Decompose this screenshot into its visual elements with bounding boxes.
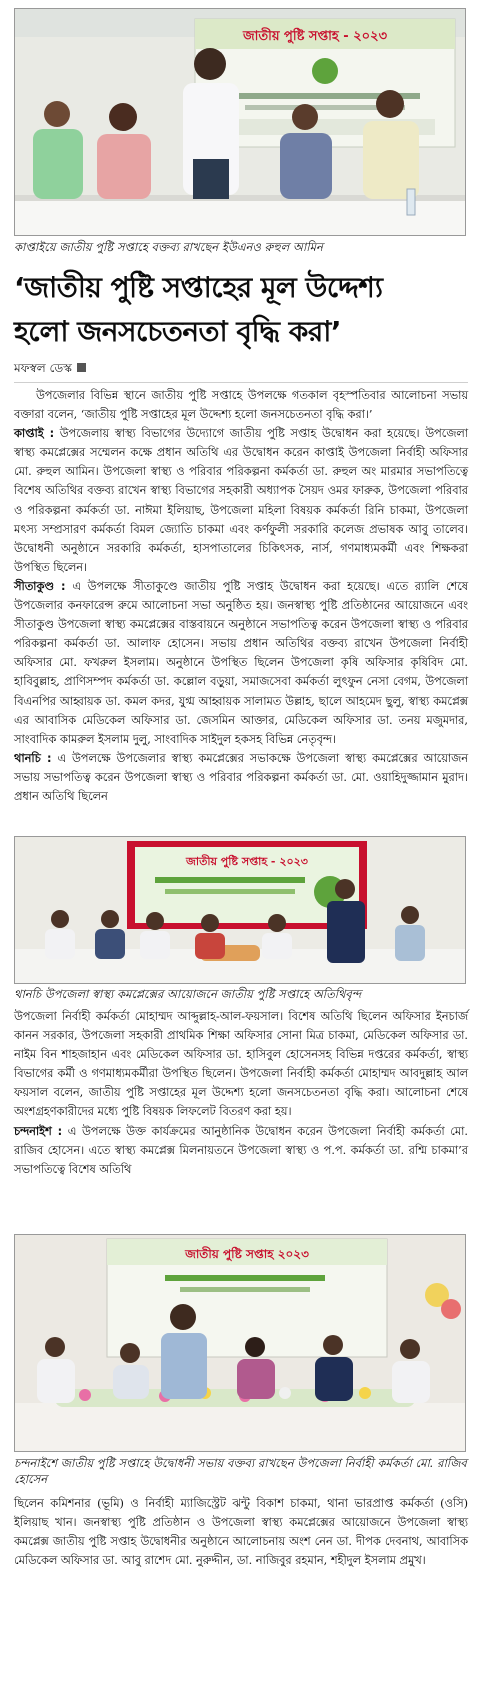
sitakunda-paragraph [14,577,468,749]
chandanaish-text: এ উপলক্ষে উক্ত কার্যক্রমের আনুষ্ঠানিক উদ্বোধন করেন উপজেলা নির্বাহী কর্মকর্তা মো. রাজিব হোসেন। এতে স্বাস্থ্য কমপ্লেক্স মিলনায়তনে উপজেলা স্বাস্থ্য ও প.প. কর্মকর্তা ডা. রশ্মি চাকমা’র সভাপতিত্বে বিশেষ অতিথি [14,1124,468,1176]
photo-kaptai-image [15,9,466,236]
sitakunda-label: সীতাকুণ্ড : [14,579,66,593]
desk-name: মফস্বল ডেস্ক [14,361,72,375]
article-body-part-2 [14,1007,468,1229]
desk-square-icon [77,363,86,372]
photo-thanchi [14,836,466,984]
thanchi-continued: উপজেলা নির্বাহী কর্মকর্তা মোহাম্মদ আব্দুল্লাহ-আল-ফয়সাল। বিশেষ অতিথি ছিলেন অফিসার ইনচার্জ কানন সরকার, উপজেলা সহকারী প্রাথমিক শিক্ষা অফিসার সোনা মিত্র চাকমা, মেডিকেল অফিসার ডা. নাইম বিন শাহজাহান এবং মেডিকেল অফিসার ডা. হাসিবুল হোসেনসহ বিভিন্ন দপ্তরের কর্মকর্তা, স্বাস্থ্য বিভাগের কর্মী ও গণমাধ্যমকর্মীরা উপস্থিত ছিলেন। উপজেলা নির্বাহী কর্মকর্তা মোহাম্মদ আবদুল্লাহ আল ফয়সাল বলেন, জাতীয় পুষ্টি সপ্তাহের মূল উদ্দেশ্য হলো জনসচেতনতা বৃদ্ধি করা। আলোচনা শেষে অংশগ্রহণকারীদের মধ্যে পুষ্টি বিষয়ক লিফলেট বিতরণ করা হয়। [14,1010,468,1119]
thanchi-text: এ উপলক্ষে উপজেলার স্বাস্থ্য কমপ্লেক্সের সভাকক্ষে উপজেলা স্বাস্থ্য কমপ্লেক্সের আয়োজন সভায় সভাপতিত্ব করেন উপজেলা স্বাস্থ্য ও পরিবার পরিকল্পনা কর্মকর্তা ডা. মো. ওয়াহিদুজ্জামান মুরাদ। প্রধান অতিথি ছিলেন [14,751,468,803]
desk-label [14,360,86,380]
thanchi-paragraph [14,749,468,806]
kaptai-paragraph [14,424,468,577]
headline-line-1: ‘জাতীয় পুষ্টি সপ্তাহের মূল উদ্দেশ্য [14,271,383,304]
article-body-part-1 [14,386,468,831]
chandanaish-paragraph [14,1122,468,1179]
kaptai-text: উপজেলায় স্বাস্থ্য বিভাগের উদ্যোগে জাতীয় পুষ্টি সপ্তাহ উদ্বোধন করা হয়েছে। উপজেলা স্বাস্থ্য কমপ্লেক্সের সম্মেলন কক্ষে প্রধান অতিথি এর উদ্বোধন করেন কাপ্তাই উপজেলা নির্বাহী অফিসার মো. রুহুল আমিন। উপজেলা স্বাস্থ্য ও পরিবার পরিকল্পনা কর্মকর্তা ডা. রুহুল অং মারমার সভাপতিত্বে বিশেষ অতিথির বক্তব্য রাখেন স্বাস্থ্য বিভাগের সহকারী অধ্যাপক সৈয়দ ওমর ফারুক, উপজেলা পরিবার ও পরিকল্পনা কর্মকর্তা ডা. নাঈমা ইলিয়াছ, উপজেলা মহিলা বিষয়ক কর্মকর্তা রিনি চাকমা, উপজেলা মৎস্য সম্প্রসারণ কর্মকর্তা বিমল জ্যোতি চাকমা এবং কর্ণফুলী সরকারি কলেজ প্রভাষক আবু তালেব। উদ্বোধনী অনুষ্ঠানে সরকারি কর্মকর্তা, হাসপাতালের চিকিৎসক, নার্স, গণমাধ্যমকর্মী এবং শিক্ষকরা উপস্থিত ছিলেন। [14,427,468,574]
sitakunda-text: এ উপলক্ষে সীতাকুণ্ডে জাতীয় পুষ্টি সপ্তাহ উদ্বোধন করা হয়েছে। এতে র‌্যালি শেষে উপজেলার কনফারেন্স রুমে আলোচনা সভা অনুষ্ঠিত হয়। জনস্বাস্থ্য পুষ্টি প্রতিষ্ঠানের আয়োজনে এবং সীতাকুণ্ড উপজেলা স্বাস্থ্য কমপ্লেক্সের বাস্তবায়নে অনুষ্ঠানে সভাপতিত্ব করেন উপজেলা স্বাস্থ্য ও পরিবার পরিকল্পনা কর্মকর্তা ডা. আলাফ হোসেন। সভায় প্রধান অতিথির বক্তব্য রাখেন উপজেলা নির্বাহী অফিসার মো. ফখরুল ইসলাম। অনুষ্ঠানে উপস্থিত ছিলেন উপজেলা কৃষি অফিসার কৃষিবিদ মো. হাবিবুল্লাহ, প্রাণিসম্পদ কর্মকর্তা ডা. কল্লোল বড়ুয়া, সমাজসেবা কর্মকর্তা লুৎফুন নেসা বেগম, উপজেলা বিএনপির আহ্বায়ক ডা. কমল কদর, যুগ্ম আহ্বায়ক সালামত উল্লাহ, ছালে আহমেদ ছুলু, স্বাস্থ্য কমপ্লেক্স এর আবাসিক মেডিকেল অফিসার ডা. জেসমিন আক্তার, মেডিকেল অফিসার ডা. তনয় মজুমদার, সাংবাদিক কামরুল ইসলাম দুলু, সাংবাদিক সাইদুল হকসহ বিভিন্ন নেতৃবৃন্দ। [14,579,468,746]
photo-chandanaish-image [15,1235,466,1452]
intro-paragraph: উপজেলার বিভিন্ন স্থানে জাতীয় পুষ্টি সপ্তাহে উপলক্ষে গতকাল বৃহস্পতিবার আলোচনা সভায় বক্তারা বলেন, ‘জাতীয় পুষ্টি সপ্তাহের মূল উদ্দেশ্য হলো জনসচেতনতা বৃদ্ধি করা।’ [14,389,468,422]
chandanaish-label: চন্দনাইশ : [14,1124,63,1138]
photo-kaptai-banner-text: জাতীয় পুষ্টি সপ্তাহ - ২০২৩ [242,29,388,44]
thanchi-label: থানচি : [14,751,52,765]
article-body-part-3 [14,1494,468,1674]
chandanaish-continued: ছিলেন কমিশনার (ভূমি) ও নির্বাহী ম্যাজিস্ট্রেট ঝন্টু বিকাশ চাকমা, থানা ভারপ্রাপ্ত কর্মকর্তা (ওসি) ইলিয়াছ খান। জনস্বাস্থ্য পুষ্টি প্রতিষ্ঠান ও উপজেলা স্বাস্থ্য কমপ্লেক্সের আয়োজনে উপজেলা স্বাস্থ্য কমপ্লেক্স জাতীয় পুষ্টি সপ্তাহ উদ্বোধনীর অনুষ্ঠানে আলোচনায় অংশ নেন ডা. দীপক দেবনাথ, আবাসিক মেডিকেল অফিসার ডা. আবু রাশেদ মো. নুরুদ্দীন, ডা. নাজিবুর রহমান, শহীদুল ইসলাম প্রমুখ। [14,1497,468,1568]
photo-kaptai-caption: কাপ্তাইয়ে জাতীয় পুষ্টি সপ্তাহে বক্তব্য রাখছেন ইউএনও রুহুল আমিন [14,240,323,254]
photo-thanchi-caption: থানচি উপজেলা স্বাস্থ্য কমপ্লেক্সের আয়োজনে জাতীয় পুষ্টি সপ্তাহে অতিথিবৃন্দ [14,987,362,1001]
divider-top [14,382,468,383]
headline [14,266,468,354]
photo-chandanaish-caption: চন্দনাইশে জাতীয় পুষ্টি সপ্তাহে উদ্বোধনী সভায় বক্তব্য রাখছেন উপজেলা নির্বাহী কর্মকর্তা মো. রাজিব হোসেন [14,1456,467,1486]
photo-thanchi-image [15,837,466,984]
kaptai-label: কাপ্তাই : [14,427,55,441]
photo-chandanaish [14,1234,466,1452]
photo-kaptai [14,8,466,236]
photo-chandanaish-banner-text: জাতীয় পুষ্টি সপ্তাহ ২০২৩ [185,1247,309,1261]
photo-thanchi-banner-text: জাতীয় পুষ্টি সপ্তাহ - ২০২৩ [186,855,308,868]
headline-line-2: হলো জনসচেতনতা বৃদ্ধি করা’ [14,315,342,348]
